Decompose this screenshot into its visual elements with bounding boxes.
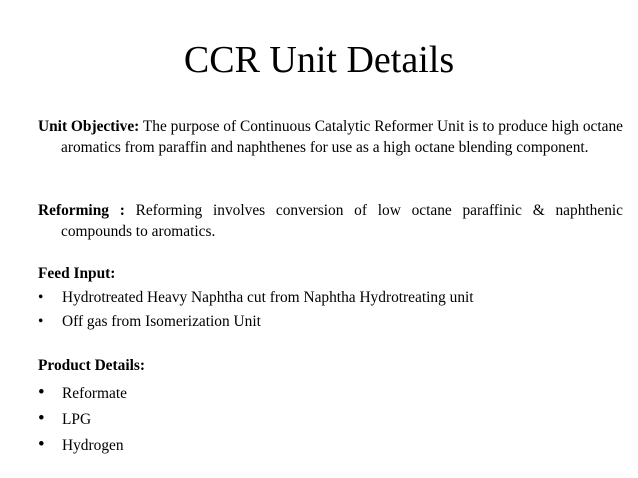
unit-objective-text: The purpose of Continuous Catalytic Reformer Unit is to produce high octane aromatics from paraffin and naphthenes for use as a high octane blending component. — [61, 118, 623, 156]
slide-title: CCR Unit Details — [183, 39, 455, 81]
bullet-icon: • — [38, 382, 45, 403]
product-details-item — [38, 434, 124, 456]
bullet-icon: • — [38, 408, 45, 429]
bullet-icon: • — [38, 434, 45, 455]
product-details-item — [38, 382, 127, 404]
bullet-icon: • — [38, 313, 44, 330]
feed-input-item — [38, 311, 261, 332]
product-details-heading: Product Details: — [38, 357, 146, 374]
product-details-item-text: Reformate — [62, 385, 127, 402]
feed-input-item-text: Off gas from Isomerization Unit — [62, 313, 261, 330]
feed-input-heading: Feed Input: — [38, 265, 116, 282]
unit-objective-label: Unit Objective: — [38, 118, 140, 135]
reforming-paragraph — [38, 200, 623, 242]
feed-input-item — [38, 287, 474, 308]
product-details-item-text: Hydrogen — [62, 437, 124, 454]
product-details-item-text: LPG — [62, 411, 92, 428]
feed-input-item-text: Hydrotreated Heavy Naphtha cut from Naphtha Hydrotreating unit — [62, 289, 474, 306]
reforming-text: Reforming involves conversion of low octane paraffinic & naphthenic compounds to aromatics. — [61, 202, 623, 240]
reforming-label: Reforming : — [38, 202, 125, 219]
product-details-item — [38, 408, 91, 430]
bullet-icon: • — [38, 289, 44, 306]
unit-objective-paragraph — [38, 116, 623, 158]
